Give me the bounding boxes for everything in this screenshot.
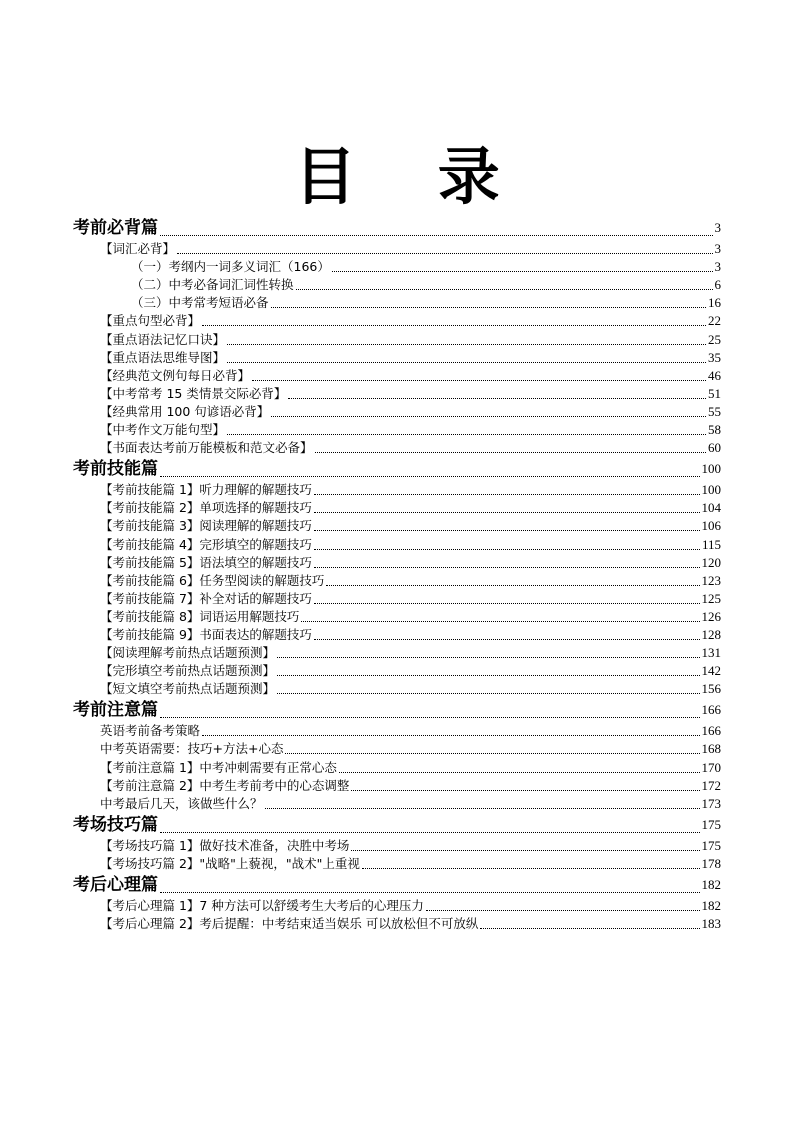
toc-entry[interactable]: [73, 312, 721, 330]
dot-leader: [362, 868, 700, 869]
dot-leader: [339, 772, 700, 773]
toc-section-entry[interactable]: [73, 216, 721, 240]
toc-page-number: 100: [701, 461, 721, 477]
toc-entry-label: 【考前技能篇 7】补全对话的解题技巧: [100, 590, 312, 606]
toc-entry-label: 【重点语法记忆口诀】: [100, 331, 226, 347]
toc-page-number: 115: [701, 536, 721, 552]
dot-leader: [271, 307, 706, 308]
toc-page-number: 106: [701, 518, 721, 534]
toc-entry[interactable]: [73, 722, 721, 740]
toc-page-number: 100: [701, 482, 721, 498]
dot-leader: [351, 790, 699, 791]
toc-entry-label: 【短文填空考前热点话题预测】: [100, 681, 276, 697]
toc-entry-label: 【阅读理解考前热点话题预测】: [100, 645, 276, 661]
dot-leader: [271, 416, 706, 417]
toc-entry[interactable]: [73, 855, 721, 873]
toc-page-number: 126: [701, 608, 721, 624]
toc-page-number: 172: [701, 777, 721, 793]
toc-entry[interactable]: [73, 517, 721, 535]
dot-leader: [160, 235, 713, 236]
dot-leader: [314, 639, 700, 640]
toc-entry-label: 【中考作文万能句型】: [100, 422, 226, 438]
toc-page-number: 58: [708, 422, 721, 438]
toc-entry[interactable]: [73, 644, 721, 662]
toc-entry[interactable]: [73, 662, 721, 680]
dot-leader: [314, 567, 700, 568]
toc-entry[interactable]: [73, 837, 721, 855]
toc-entry[interactable]: [73, 608, 721, 626]
toc-entry[interactable]: [73, 385, 721, 403]
toc-entry[interactable]: [73, 777, 721, 795]
toc-entry-label: 【考前技能篇 8】词语运用解题技巧: [100, 608, 300, 624]
dot-leader: [277, 657, 699, 658]
toc-entry[interactable]: [73, 590, 721, 608]
dot-leader: [277, 675, 699, 676]
toc-entry-label: 【完形填空考前热点话题预测】: [100, 663, 276, 679]
toc-entry[interactable]: [73, 535, 721, 553]
dot-leader: [202, 735, 699, 736]
dot-leader: [177, 253, 712, 254]
toc-section-entry[interactable]: [73, 813, 721, 837]
toc-entry-label: （三）中考常考短语必备: [131, 295, 269, 311]
toc-entry-label: 考前必背篇: [73, 218, 158, 238]
toc-entry-label: 【经典范文例句每日必背】: [100, 367, 251, 383]
toc-entry[interactable]: [73, 758, 721, 776]
toc-entry-label: 【考前技能篇 6】任务型阅读的解题技巧: [100, 572, 325, 588]
toc-entry[interactable]: [73, 554, 721, 572]
toc-entry-label: 【中考常考 15 类情景交际必背】: [100, 385, 287, 401]
toc-page-number: 178: [701, 855, 721, 871]
dot-leader: [160, 832, 700, 833]
dot-leader: [314, 603, 700, 604]
toc-section-entry[interactable]: [73, 873, 721, 897]
toc-page-number: 182: [701, 876, 721, 892]
toc-entry[interactable]: [73, 740, 721, 758]
toc-page-number: 182: [701, 898, 721, 913]
toc-page-number: 104: [701, 500, 721, 516]
dot-leader: [314, 530, 700, 531]
toc-entry[interactable]: [73, 403, 721, 421]
dot-leader: [160, 892, 700, 893]
dot-leader: [202, 325, 706, 326]
toc-page-number: 25: [708, 331, 721, 347]
toc-page-number: 120: [701, 554, 721, 570]
toc-entry-label: 考前注意篇: [73, 700, 158, 721]
toc-entry-label: 【重点句型必背】: [100, 313, 201, 329]
toc-page-number: 173: [701, 795, 721, 811]
toc-entry-label: 【经典常用 100 句谚语必背】: [100, 403, 270, 419]
toc-entry[interactable]: [73, 349, 721, 367]
dot-leader: [265, 808, 700, 809]
table-of-contents: [73, 216, 721, 933]
toc-page-number: 35: [708, 349, 721, 365]
toc-page-number: 3: [714, 259, 721, 275]
toc-page-number: 3: [714, 220, 721, 235]
toc-entry[interactable]: [73, 367, 721, 385]
dot-leader: [326, 585, 699, 586]
toc-entry-label: 【考后心理篇 1】7 种方法可以舒缓考生大考后的心理压力: [100, 898, 424, 913]
toc-entry-label: 考后心理篇: [73, 874, 158, 895]
toc-page-number: 156: [701, 681, 721, 697]
dot-leader: [314, 494, 700, 495]
dot-leader: [252, 380, 706, 381]
toc-page-number: 170: [701, 759, 721, 775]
toc-entry[interactable]: [73, 330, 721, 348]
dot-leader: [301, 621, 699, 622]
toc-entry-label: 中考英语需要：技巧+方法+心态: [100, 741, 284, 757]
toc-page-number: 6: [714, 277, 721, 293]
toc-page-number: 55: [708, 403, 721, 419]
toc-entry[interactable]: [73, 258, 721, 276]
toc-entry-label: 【词汇必背】: [100, 241, 176, 257]
toc-entry-label: 【考前技能篇 3】阅读理解的解题技巧: [100, 518, 312, 534]
toc-entry[interactable]: [73, 481, 721, 499]
toc-entry[interactable]: [73, 240, 721, 258]
dot-leader: [480, 928, 699, 929]
toc-page-number: 175: [701, 816, 721, 832]
toc-entry[interactable]: [73, 626, 721, 644]
toc-entry-label: 【考前注意篇 2】中考生考前考中的心态调整: [100, 777, 350, 793]
toc-page-number: 166: [701, 723, 721, 739]
toc-entry[interactable]: [73, 680, 721, 698]
toc-entry-label: 英语考前备考策略: [100, 723, 201, 739]
toc-entry-label: 【考前技能篇 1】听力理解的解题技巧: [100, 482, 312, 498]
toc-page-number: 60: [708, 440, 721, 456]
toc-entry-label: 中考最后几天，该做些什么？: [100, 795, 263, 811]
dot-leader: [227, 362, 706, 363]
toc-entry[interactable]: [73, 499, 721, 517]
toc-page-number: 46: [708, 367, 721, 383]
toc-section-entry[interactable]: [73, 457, 721, 481]
dot-leader: [277, 693, 699, 694]
toc-page-number: 123: [701, 572, 721, 588]
toc-entry-label: 【考场技巧篇 2】"战略"上藐视，"战术"上重视: [100, 855, 360, 871]
toc-entry[interactable]: [73, 572, 721, 590]
dot-leader: [160, 717, 700, 718]
dot-leader: [426, 910, 700, 911]
dot-leader: [227, 434, 706, 435]
toc-entry-label: 【考前技能篇 2】单项选择的解题技巧: [100, 500, 312, 516]
toc-page-number: 51: [708, 385, 721, 401]
toc-entry[interactable]: [73, 915, 721, 933]
toc-entry-label: 考前技能篇: [73, 459, 158, 480]
toc-page-number: 183: [701, 916, 721, 932]
toc-entry-label: 【考后心理篇 2】考后提醒：中考结束适当娱乐 可以放松但不可放纵: [100, 916, 479, 932]
toc-page-number: 22: [708, 313, 721, 329]
toc-page-number: 175: [701, 837, 721, 853]
dot-leader: [315, 452, 706, 453]
toc-page-number: 128: [701, 626, 721, 642]
toc-page-number: 125: [701, 590, 721, 606]
toc-page-number: 16: [708, 295, 721, 311]
toc-entry-label: 【书面表达考前万能模板和范文必备】: [100, 440, 313, 456]
toc-entry-label: （一）考纲内一词多义词汇（166）: [131, 259, 330, 275]
toc-entry-label: 【考前技能篇 4】完形填空的解题技巧: [100, 536, 312, 552]
toc-entry[interactable]: [73, 439, 721, 457]
toc-entry[interactable]: [73, 294, 721, 312]
dot-leader: [160, 476, 700, 477]
dot-leader: [227, 344, 706, 345]
toc-entry[interactable]: [73, 795, 721, 813]
toc-entry-label: 【考前注意篇 1】中考冲刺需要有正常心态: [100, 759, 337, 775]
toc-entry-label: 【考前技能篇 9】书面表达的解题技巧: [100, 626, 312, 642]
toc-title: 目 录: [294, 140, 530, 213]
toc-page-number: 166: [701, 702, 721, 718]
toc-entry-label: 【考场技巧篇 1】做好技术准备，决胜中考场: [100, 837, 350, 853]
dot-leader: [288, 398, 706, 399]
toc-entry-label: 考场技巧篇: [73, 814, 158, 835]
toc-entry-label: 【重点语法思维导图】: [100, 349, 226, 365]
dot-leader: [332, 271, 713, 272]
dot-leader: [351, 850, 699, 851]
toc-section-entry[interactable]: [73, 698, 721, 722]
toc-entry-label: （二）中考必备词汇词性转换: [131, 277, 294, 293]
dot-leader: [314, 512, 700, 513]
toc-entry[interactable]: [73, 276, 721, 294]
toc-page-number: 3: [714, 241, 721, 257]
dot-leader: [285, 753, 699, 754]
toc-entry-label: 【考前技能篇 5】语法填空的解题技巧: [100, 554, 312, 570]
dot-leader: [314, 549, 700, 550]
toc-page-number: 168: [701, 741, 721, 757]
dot-leader: [296, 289, 713, 290]
toc-page-number: 131: [701, 645, 721, 661]
toc-page-number: 142: [701, 663, 721, 679]
toc-entry[interactable]: [73, 897, 721, 915]
toc-entry[interactable]: [73, 421, 721, 439]
